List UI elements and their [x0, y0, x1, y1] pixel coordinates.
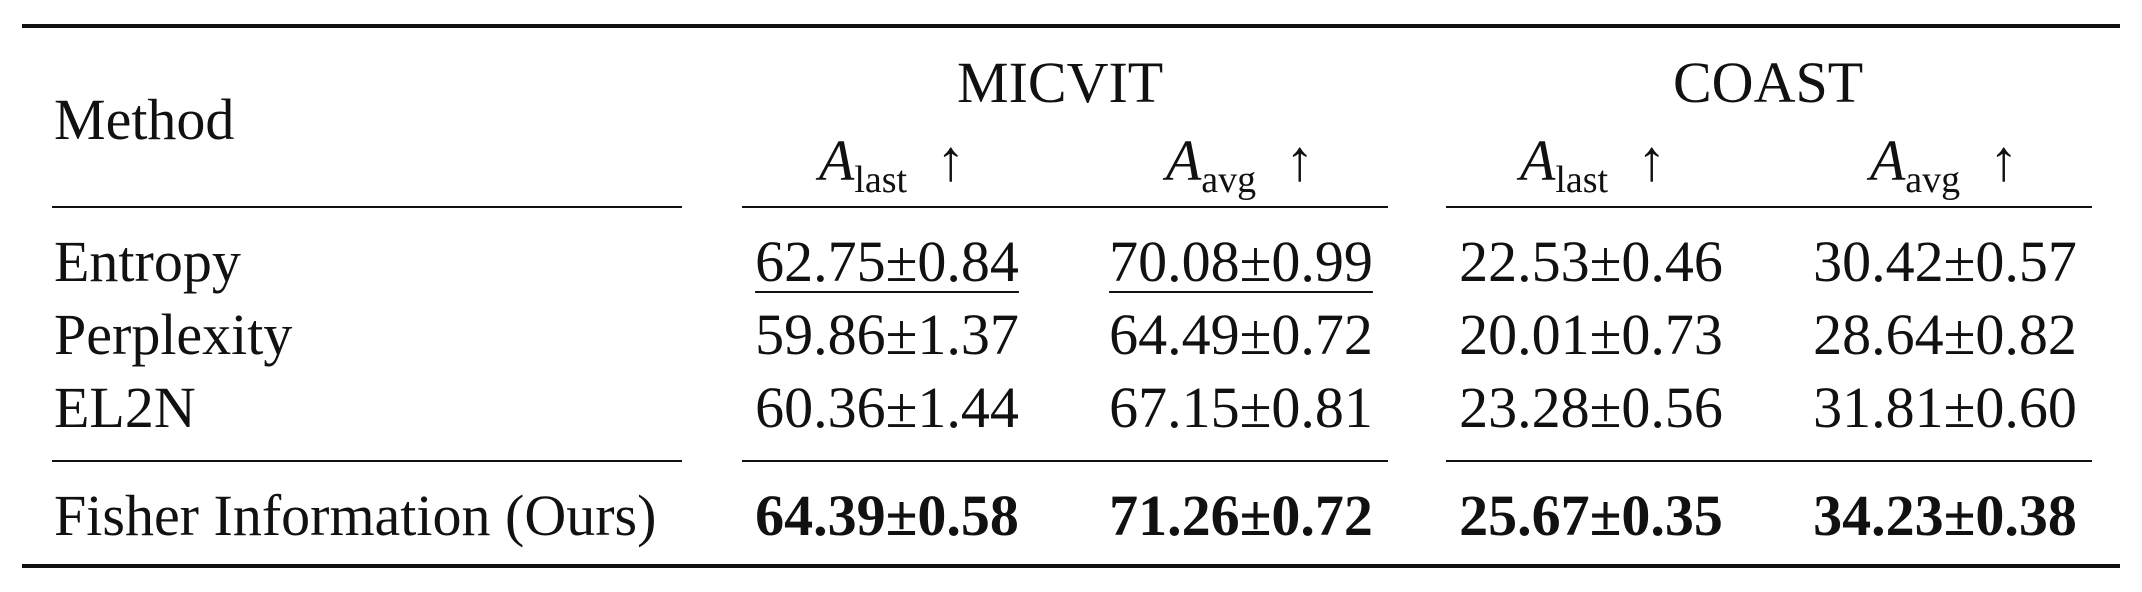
- row-method-entropy: Entropy: [54, 229, 241, 294]
- method-mid-rule: [52, 460, 682, 462]
- column-header-micvit-aavg: [1092, 128, 1388, 201]
- column-header-coast-aavg: [1796, 128, 2092, 201]
- column-subscript: avg: [1201, 159, 1257, 201]
- cell-perplexity-micvit-aavg: 64.49±0.72: [1109, 302, 1373, 367]
- group-header-coast: COAST: [1673, 50, 1864, 115]
- cell-entropy-coast-aavg: 30.42±0.57: [1813, 229, 2077, 294]
- bottom-rule: [22, 564, 2120, 568]
- up-arrow-icon: ↑: [1285, 128, 1315, 193]
- cell-el2n-coast-aavg: 31.81±0.60: [1813, 375, 2077, 440]
- column-symbol: A: [1869, 128, 1906, 193]
- column-symbol: A: [818, 128, 855, 193]
- group-header-micvit: MICVIT: [957, 50, 1164, 115]
- up-arrow-icon: ↑: [1989, 128, 2019, 193]
- up-arrow-icon: ↑: [936, 128, 966, 193]
- top-rule: [22, 24, 2120, 28]
- column-subscript: avg: [1905, 159, 1961, 201]
- column-header-coast-alast: [1446, 128, 1740, 201]
- cell-perplexity-coast-alast: 20.01±0.73: [1459, 302, 1723, 367]
- column-header-micvit-alast: [742, 128, 1042, 201]
- micvit-header-rule: [742, 206, 1388, 208]
- coast-header-rule: [1446, 206, 2092, 208]
- row-method-el2n: EL2N: [54, 375, 196, 440]
- method-header-rule: [52, 206, 682, 208]
- coast-mid-rule: [1446, 460, 2092, 462]
- micvit-mid-rule: [742, 460, 1388, 462]
- cell-fisher-micvit-aavg: 71.26±0.72: [1109, 483, 1373, 548]
- row-method-fisher: Fisher Information (Ours): [54, 483, 657, 548]
- cell-fisher-coast-aavg: 34.23±0.38: [1813, 483, 2077, 548]
- cell-fisher-coast-alast: 25.67±0.35: [1459, 483, 1723, 548]
- method-header: Method: [54, 87, 235, 152]
- row-method-perplexity: Perplexity: [54, 302, 293, 367]
- cell-el2n-coast-alast: 23.28±0.56: [1459, 375, 1723, 440]
- cell-entropy-coast-alast: 22.53±0.46: [1459, 229, 1723, 294]
- cell-entropy-micvit-alast: 62.75±0.84: [755, 229, 1019, 294]
- column-symbol: A: [1165, 128, 1202, 193]
- column-subscript: last: [854, 159, 908, 201]
- cell-entropy-micvit-aavg: 70.08±0.99: [1109, 229, 1373, 294]
- cell-perplexity-micvit-alast: 59.86±1.37: [755, 302, 1019, 367]
- column-symbol: A: [1519, 128, 1556, 193]
- cell-el2n-micvit-aavg: 67.15±0.81: [1109, 375, 1373, 440]
- cell-el2n-micvit-alast: 60.36±1.44: [755, 375, 1019, 440]
- column-subscript: last: [1555, 159, 1609, 201]
- up-arrow-icon: ↑: [1637, 128, 1667, 193]
- cell-perplexity-coast-aavg: 28.64±0.82: [1813, 302, 2077, 367]
- cell-fisher-micvit-alast: 64.39±0.58: [755, 483, 1019, 548]
